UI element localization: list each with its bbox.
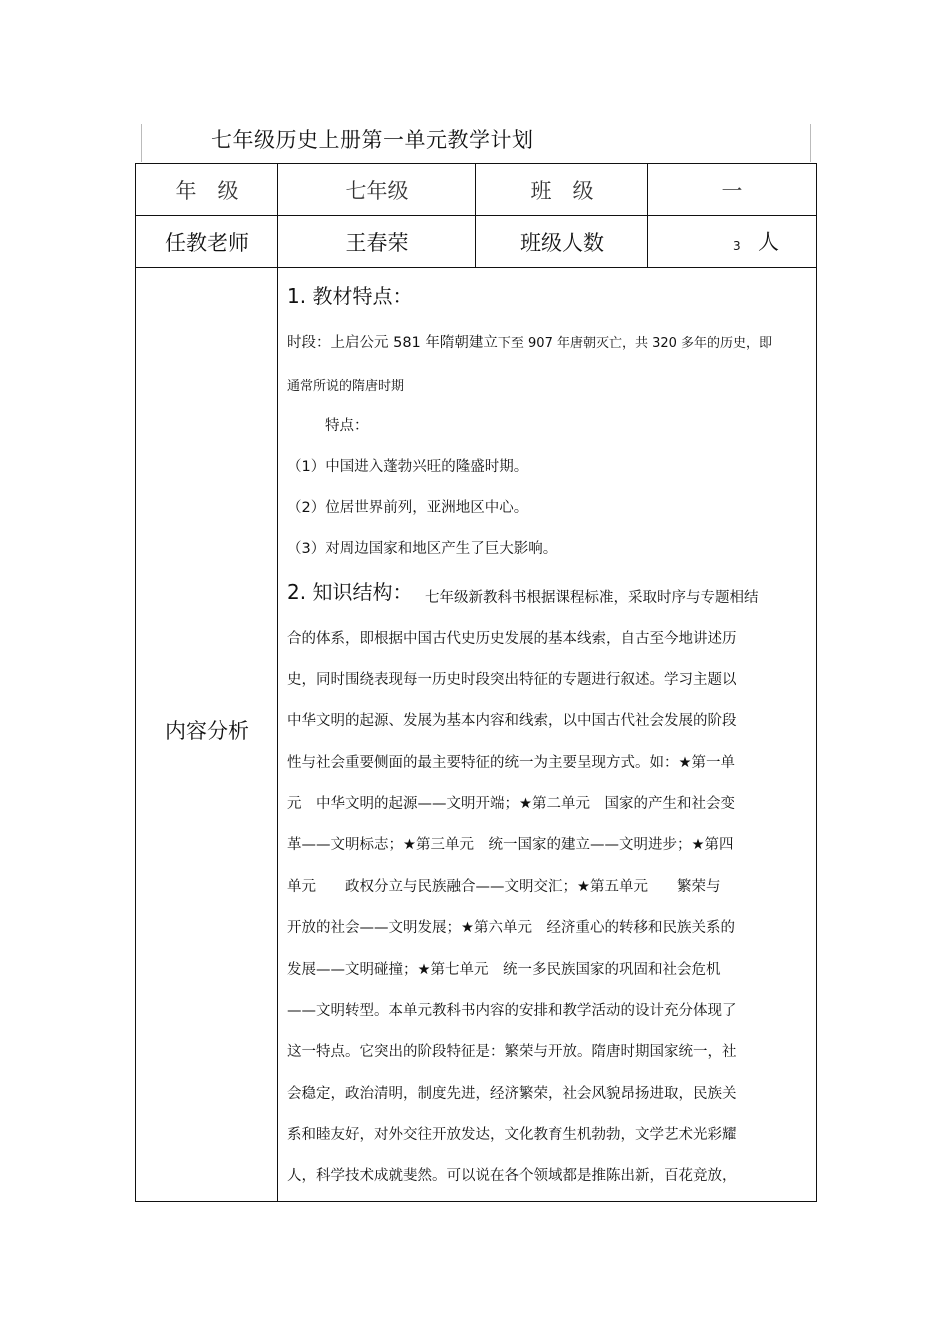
features-label: 特点： [325,418,369,434]
class-label: 班 级 [530,179,594,203]
class-count-label: 班级人数 [520,231,604,255]
teacher-value: 王春荣 [345,231,409,255]
paragraph-line: 性与社会重要侧面的最主要特征的统一为主要呈现方式。如：★第一单 [287,755,735,771]
paragraph-line: 七年级新教科书根据课程标准，采取时序与专题相结 [425,590,759,606]
period-line-2: 通常所说的隋唐时期 [287,379,405,394]
paragraph-line: 会稳定，政治清明，制度先进，经济繁荣，社会风貌昂扬进取，民族关 [287,1086,737,1102]
paragraph-line: 单元 政权分立与民族融合——文明交汇；★第五单元 繁荣与 [287,879,721,895]
period-line-1 [287,331,772,352]
class-count-unit: 人 [758,230,779,254]
paragraph-line: 发展——文明碰撞；★第七单元 统一多民族国家的巩固和社会危机 [287,962,721,978]
grade-value: 七年级 [345,179,409,203]
heading-knowledge-structure: 2. 知识结构： [287,580,413,604]
table-divider [135,215,816,216]
paragraph-line: 开放的社会——文明发展；★第六单元 经济重心的转移和民族关系的 [287,920,735,936]
paragraph-line: 合的体系，即根据中国古代史历史发展的基本线索，自古至今地讲述历 [287,631,737,647]
period-line-1a: 时段：上启公元 581 年隋朝建立 [287,335,498,351]
paragraph-line: 系和睦友好，对外交往开放发达，文化教育生机勃勃，文学艺术光彩耀 [287,1127,737,1143]
paragraph-line: 人，科学技术成就斐然。可以说在各个领域都是推陈出新，百花竞放， [287,1168,737,1184]
grade-label: 年 级 [175,179,239,203]
table-divider [135,267,816,268]
paragraph-line: 革——文明标志；★第三单元 统一国家的建立——文明进步；★第四 [287,837,734,853]
feature-2: （2）位居世界前列，亚洲地区中心。 [287,500,529,516]
class-value: 一 [721,179,743,203]
feature-3: （3）对周边国家和地区产生了巨大影响。 [287,541,558,557]
paragraph-line: 史，同时围绕表现每一历史时段突出特征的专题进行叙述。学习主题以 [287,672,737,688]
feature-1: （1）中国进入蓬勃兴旺的隆盛时期。 [287,459,529,475]
paragraph-line: ——文明转型。本单元教科书内容的安排和教学活动的设计充分体现了 [287,1003,737,1019]
paragraph-line: 中华文明的起源、发展为基本内容和线索，以中国古代社会发展的阶段 [287,713,737,729]
paragraph-line: 这一特点。它突出的阶段特征是：繁荣与开放。隋唐时期国家统一，社 [287,1044,737,1060]
heading-textbook-features: 1. 教材特点： [287,284,413,308]
table-divider [277,163,278,1201]
section-label: 内容分析 [165,719,249,743]
teacher-label: 任教老师 [165,231,249,255]
period-line-1b: 下至 907 年唐朝灭亡，共 320 多年的历史，即 [497,336,773,351]
paragraph-line: 元 中华文明的起源——文明开端；★第二单元 国家的产生和社会变 [287,796,735,812]
class-count-value: 3 [733,239,741,253]
page-title: 七年级历史上册第一单元教学计划 [211,128,534,152]
